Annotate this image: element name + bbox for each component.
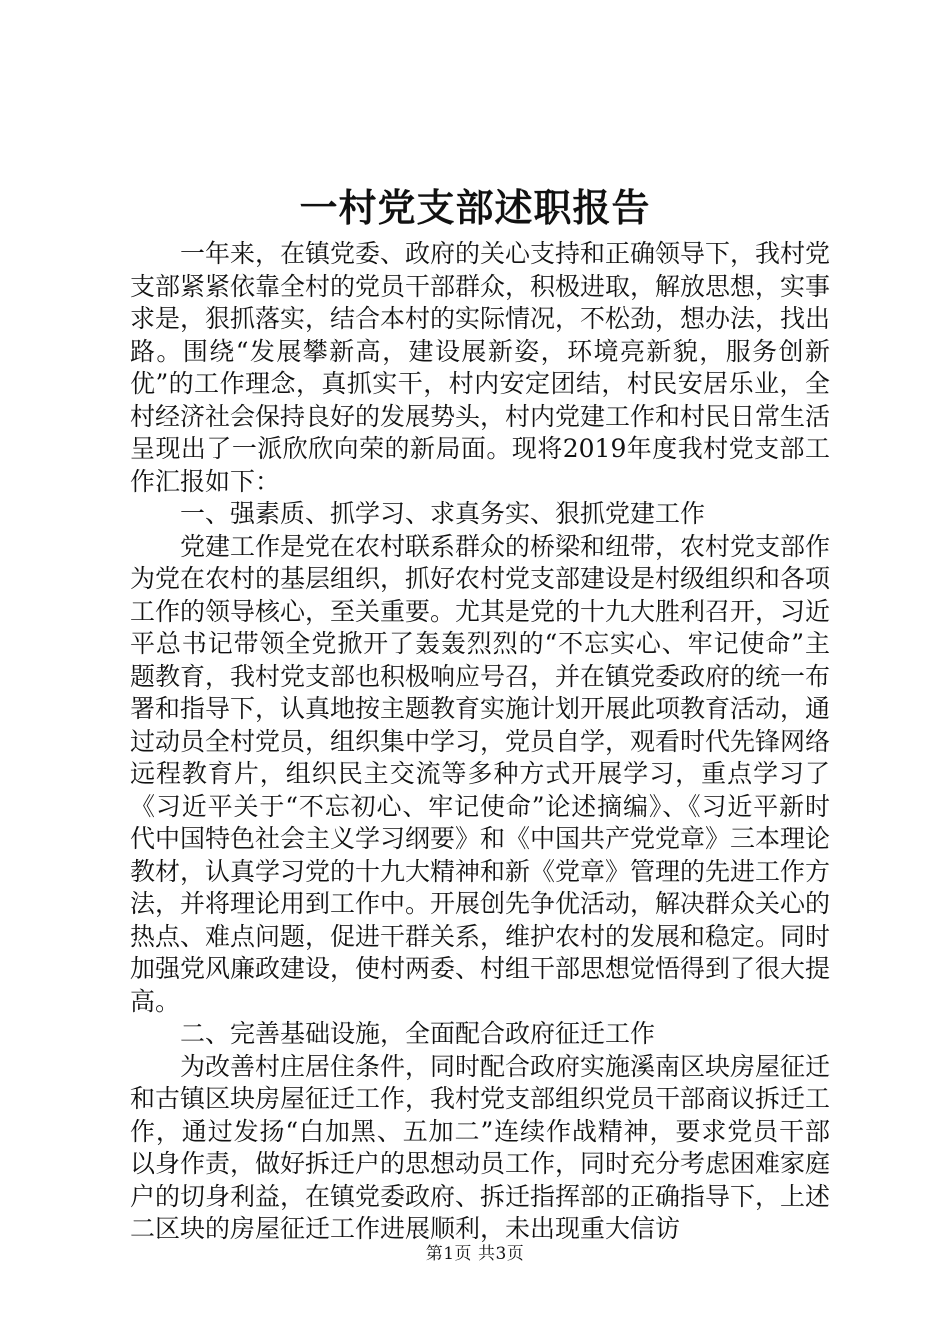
document-body xyxy=(130,238,830,1246)
section-heading-1: 一、强素质、抓学习、求真务实、狠抓党建工作 xyxy=(180,499,706,528)
section-1-paragraph: 党建工作是党在农村联系群众的桥梁和纽带，农村党支部作为党在农村的基层组织，抓好农村党支部建设是村级组织和各项工作的领导核心，至关重要。尤其是党的十九大胜利召开，习近平总书记带领全党掀开了轰轰烈烈的“不忘实心、牢记使命”主题教育，我村党支部也积极响应号召，并在镇党委政府的统一布署和指导下，认真地按主题教育实施计划开展此项教育活动，通过动员全村党员，组织集中学习，党员自学，观看时代先锋网络远程教育片，组织民主交流等多种方式开展学习，重点学习了《习近平关于“不忘初心、牢记使命”论述摘编》、《习近平新时代中国特色社会主义学习纲要》和《中国共产党党章》三本理论教材，认真学习党的十九大精神和新《党章》管理的先进工作方法，并将理论用到工作中。开展创先争优活动，解决群众关心的热点、难点问题，促进干群关系，维护农村的发展和稳定。同时加强党风廉政建设，使村两委、村组干部思想觉悟得到了很大提高。 xyxy=(130,531,831,1016)
document-title: 一村党支部述职报告 xyxy=(299,185,651,230)
page-number: 第1页 共3页 xyxy=(425,1244,525,1264)
section-2-paragraph: 为改善村庄居住条件，同时配合政府实施溪南区块房屋征迁和古镇区块房屋征迁工作，我村党支部组织党员干部商议拆迁工作，通过发扬“白加黑、五加二”连续作战精神，要求党员干部以身作责，做好拆迁户的思想动员工作，同时充分考虑困难家庭户的切身利益，在镇党委政府、拆迁指挥部的正确指导下，上述二区块的房屋征迁工作进展顺利，未出现重大信访 xyxy=(130,1051,831,1243)
section-heading-2: 二、完善基础设施，全面配合政府征迁工作 xyxy=(180,1019,656,1048)
intro-paragraph: 一年来，在镇党委、政府的关心支持和正确领导下，我村党支部紧紧依靠全村的党员干部群众，积极进取，解放思想，实事求是，狠抓落实，结合本村的实际情况，不松劲，想办法，找出路。围绕“发展攀新高，建设展新姿，环境亮新貌，服务创新优”的工作理念，真抓实干，村内安定团结，村民安居乐业，全村经济社会保持良好的发展势头，村内党建工作和村民日常生活呈现出了一派欣欣向荣的新局面。现将2019年度我村党支部工作汇报如下： xyxy=(130,239,831,496)
